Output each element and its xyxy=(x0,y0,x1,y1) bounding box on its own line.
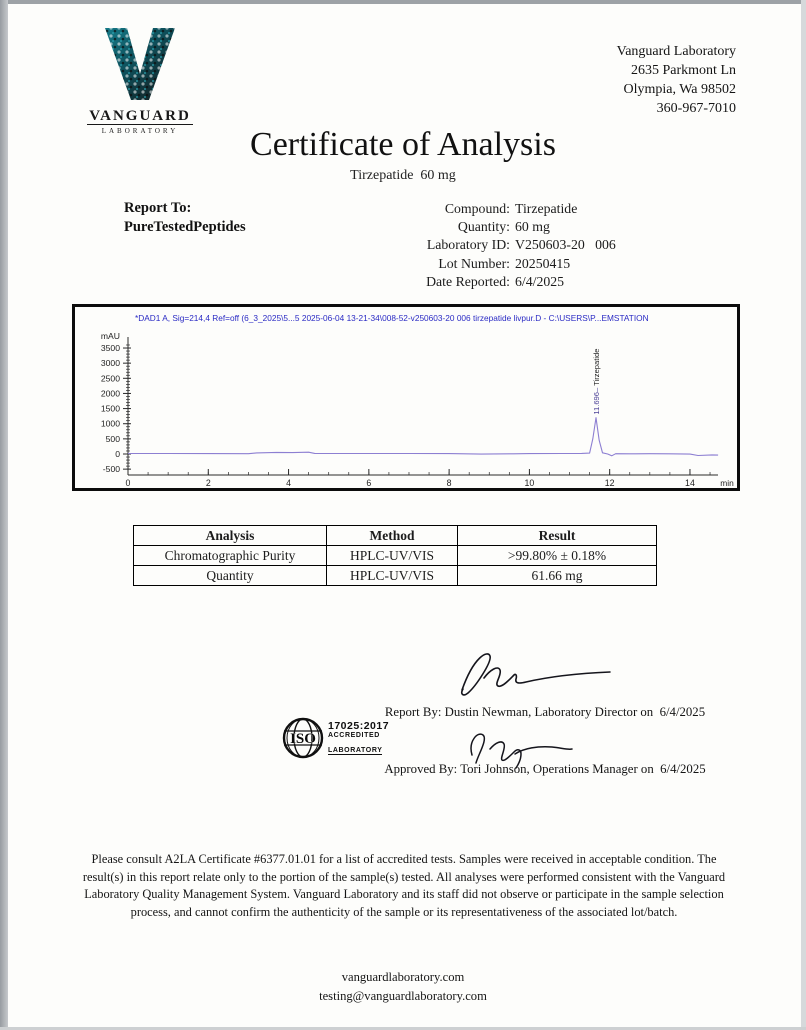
footer xyxy=(0,968,806,1006)
signature-director-icon xyxy=(452,646,622,701)
cell-method: HPLC-UV/VIS xyxy=(327,566,458,586)
svg-text:2000: 2000 xyxy=(100,388,120,399)
svg-text:3500: 3500 xyxy=(100,343,120,354)
logo-wordmark: VANGUARD xyxy=(89,108,191,124)
svg-text:1000: 1000 xyxy=(100,418,120,429)
address-line: 360-967-7010 xyxy=(656,101,736,116)
address-line: Olympia, Wa 98502 xyxy=(623,82,736,97)
svg-text:min: min xyxy=(720,478,734,488)
detail-row-lot-number xyxy=(330,255,690,273)
svg-text:2500: 2500 xyxy=(100,373,120,384)
chromatogram-box xyxy=(72,304,740,491)
address-line: 2635 Parkmont Ln xyxy=(631,63,736,78)
iso-badge-text xyxy=(328,720,389,757)
detail-label: Compound: xyxy=(444,201,510,216)
report-to-name: PureTestedPeptides xyxy=(124,219,246,235)
address-line: Vanguard Laboratory xyxy=(616,44,736,59)
detail-value: 60 mg xyxy=(515,219,550,235)
cell-result: 61.66 mg xyxy=(458,566,657,586)
svg-text:3000: 3000 xyxy=(100,358,120,369)
vanguard-logo xyxy=(80,26,200,135)
report-to-label: Report To: xyxy=(124,200,192,216)
detail-value: 20250415 xyxy=(515,255,571,271)
svg-text:0: 0 xyxy=(115,449,120,459)
table-header-row xyxy=(134,526,657,546)
iso-accredited: ACCREDITED xyxy=(328,731,380,739)
svg-text:12: 12 xyxy=(604,478,615,488)
report-by-line: Report By: Dustin Newman, Laboratory Director on 6/4/2025 xyxy=(384,705,706,719)
report-to-block xyxy=(124,199,246,237)
column-header-result: Result xyxy=(458,526,657,546)
cell-result: >99.80% ± 0.18% xyxy=(458,546,657,566)
vanguard-v-icon xyxy=(101,26,179,102)
svg-text:11.696– Tirzepatide: 11.696– Tirzepatide xyxy=(592,348,602,415)
column-header-method: Method xyxy=(327,526,458,546)
results-table xyxy=(133,525,657,586)
cell-method: HPLC-UV/VIS xyxy=(327,546,458,566)
document-title: Certificate of Analysis xyxy=(250,126,556,163)
svg-text:14: 14 xyxy=(685,478,695,488)
photo-edge-top xyxy=(0,0,806,4)
detail-row-lab-id xyxy=(330,236,690,254)
svg-text:*DAD1 A, Sig=214,4 Ref=off (6_: *DAD1 A, Sig=214,4 Ref=off (6_3_2025\5...5 2025-06-04 13-21-34\008-52-v250603-20 006 tirzepatide livpur.D - C:\USERS\P...EMSTATION xyxy=(135,313,649,323)
iso-standard: 17025:2017 xyxy=(328,719,390,732)
svg-text:-500: -500 xyxy=(102,464,120,475)
iso-globe-icon xyxy=(281,716,325,760)
approved-by-line: Approved By: Tori Johnson, Operations Manager on 6/4/2025 xyxy=(384,762,706,776)
detail-label: Laboratory ID: xyxy=(426,237,510,253)
detail-label: Quantity: xyxy=(457,219,510,235)
sample-details xyxy=(330,200,690,291)
svg-text:6: 6 xyxy=(366,478,372,488)
detail-label: Lot Number: xyxy=(438,255,510,271)
detail-row-compound xyxy=(330,200,690,218)
detail-label: Date Reported: xyxy=(426,273,510,289)
footer-email: testing@vanguardlaboratory.com xyxy=(319,989,487,1003)
cell-analysis: Chromatographic Purity xyxy=(134,546,327,566)
logo-subtitle: LABORATORY xyxy=(101,127,179,135)
svg-text:1500: 1500 xyxy=(100,403,120,414)
svg-text:4: 4 xyxy=(286,478,292,488)
svg-text:8: 8 xyxy=(446,478,452,488)
cell-analysis: Quantity xyxy=(134,566,327,586)
table-row xyxy=(134,566,657,586)
detail-row-date-reported xyxy=(330,273,690,291)
detail-value: V250603-20 006 xyxy=(515,237,616,253)
detail-value: 6/4/2025 xyxy=(515,273,565,289)
svg-text:500: 500 xyxy=(105,433,120,444)
svg-text:0: 0 xyxy=(125,478,131,488)
document-subtitle: Tirzepatide 60 mg xyxy=(350,168,456,183)
column-header-analysis: Analysis xyxy=(134,526,327,546)
detail-value: Tirzepatide xyxy=(515,201,578,216)
svg-text:ISO: ISO xyxy=(290,731,316,747)
footer-website: vanguardlaboratory.com xyxy=(341,970,465,984)
iso-laboratory: LABORATORY xyxy=(328,746,383,754)
svg-text:mAU: mAU xyxy=(100,331,120,342)
svg-text:2: 2 xyxy=(205,478,211,488)
detail-row-quantity xyxy=(330,218,690,236)
table-row xyxy=(134,546,657,566)
svg-text:10: 10 xyxy=(524,478,535,488)
iso-badge xyxy=(281,716,389,760)
disclaimer-text: Please consult A2LA Certificate #6377.01.01 for a list of accredited tests. Samples were received in acceptable condition. The result(s) in this report relate only to the portion of the sample(s) tested. All analyses were performed consistent with the Vanguard Laboratory Quality Management System. Vanguard Laboratory and its staff did not observe or participate in the sample selection process, and cannot confirm the authenticity of the sample or its representativeness of the associated lot/batch. xyxy=(82,852,726,919)
lab-address xyxy=(617,42,736,118)
chromatogram-plot xyxy=(75,307,737,488)
